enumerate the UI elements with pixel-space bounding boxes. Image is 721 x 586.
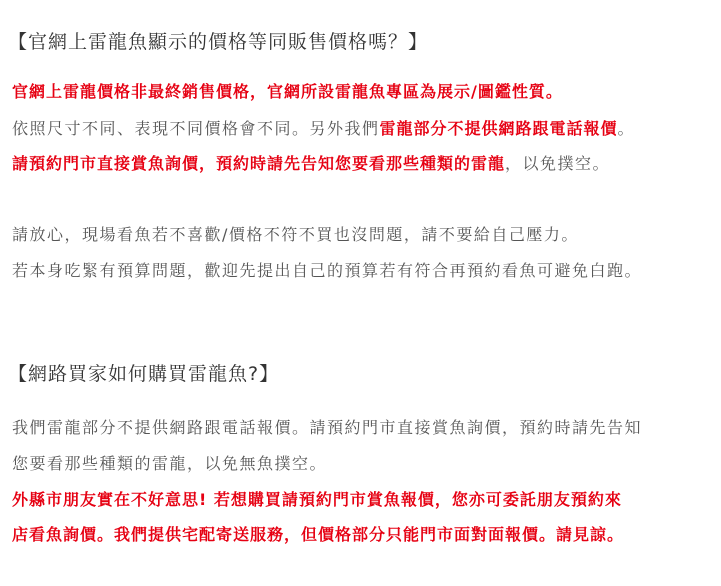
reassurance-line: 請放心，現場看魚若不喜歡/價格不符不買也沒問題，請不要給自己壓力。 [12,225,579,244]
budget-line: 若本身吃緊有預算問題，歡迎先提出自己的預算若有符合再預約看魚可避免白跑。 [12,261,643,280]
price-detail-line [12,116,635,139]
online-buyer-line-1: 我們雷龍部分不提供網路跟電話報價。請預約門市直接賞魚詢價，預約時請先告知 [12,418,643,437]
reservation-notice: 請預約門市直接賞魚詢價，預約時請先告知您要看那些種類的雷龍 [12,154,506,173]
section-heading-price: 【官網上雷龍魚顯示的價格等同販售價格嗎？】 [8,31,429,53]
reservation-tail: ，以免撲空。 [505,154,611,173]
no-phone-quote-notice: 雷龍部分不提供網路跟電話報價 [379,119,618,138]
reservation-line [12,151,610,174]
out-of-town-notice-2: 店看魚詢價。我們提供宅配寄送服務，但價格部分只能門市面對面報價。請見諒。 [12,525,625,544]
online-buyer-line-2: 您要看那些種類的雷龍，以免無魚撲空。 [12,454,328,473]
price-detail-end: 。 [617,119,636,138]
price-notice-line: 官網上雷龍價格非最終銷售價格，官網所設雷龍魚專區為展示/圖鑑性質。 [12,82,563,101]
price-detail-text: 依照尺寸不同、表現不同價格會不同。另外我們 [12,119,380,138]
section-heading-online-buyers: 【網路買家如何購買雷龍魚?】 [8,363,280,385]
out-of-town-notice-1: 外縣市朋友實在不好意思! 若想購買請預約門市賞魚報價，您亦可委託朋友預約來 [12,490,622,509]
